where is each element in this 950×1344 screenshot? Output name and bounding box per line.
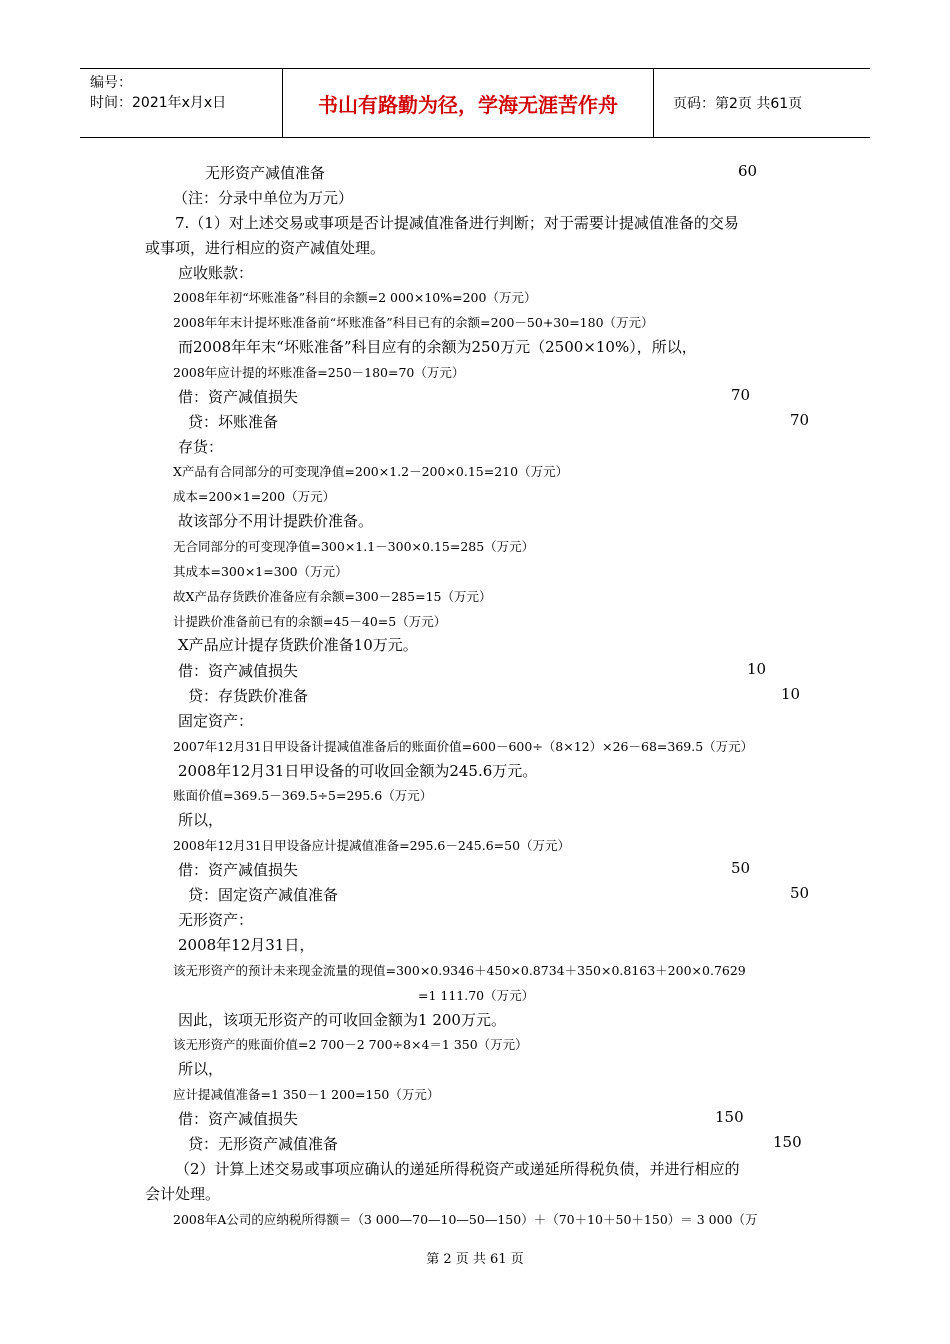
text-line: 其成本=300×1=300（万元） <box>173 564 348 579</box>
header-motto: 书山有路勤为径，学海无涯苦作舟 <box>283 69 654 137</box>
page-footer: 第 2 页 共 61 页 <box>426 1252 524 1267</box>
credit-amount: 150 <box>773 1133 802 1151</box>
amount-value: 60 <box>738 162 758 180</box>
text-line: X产品应计提存货跌价准备10万元。 <box>178 636 418 654</box>
code-label: 编号： <box>90 75 132 91</box>
text-line: 应计提减值准备=1 350－1 200=150（万元） <box>173 1087 440 1102</box>
journal-credit: 贷：无形资产减值准备 <box>188 1135 339 1153</box>
time-label: 时间：2021年x月x日 <box>90 95 227 111</box>
text-line: 2008年12月31日甲设备应计提减值准备=295.6－245.6=50（万元） <box>173 838 571 853</box>
journal-debit: 借：资产减值损失 <box>178 662 299 680</box>
page-info-text: 页码：第2页 共61页 <box>673 96 803 112</box>
text-line: 该无形资产的预计未来现金流量的现值=300×0.9346＋450×0.8734＋350×0.8163＋200×0.7629 <box>173 963 746 978</box>
text-line: 账面价值=369.5－369.5÷5=295.6（万元） <box>173 788 433 803</box>
debit-amount: 70 <box>731 386 751 404</box>
credit-amount: 50 <box>790 884 810 902</box>
text-line: 2008年12月31日甲设备的可收回金额为245.6万元。 <box>178 762 538 780</box>
text-line: 或事项，进行相应的资产减值处理。 <box>145 239 386 257</box>
text-line: 2008年年初“坏账准备”科目的余额=2 000×10%=200（万元） <box>173 290 537 305</box>
journal-credit: 贷：坏账准备 <box>188 413 279 431</box>
journal-debit: 借：资产减值损失 <box>178 1110 299 1128</box>
text-line: 因此，该项无形资产的可收回金额为1 200万元。 <box>178 1011 506 1029</box>
section-heading: 固定资产： <box>178 712 254 730</box>
text-line: 2008年年末计提坏账准备前“坏账准备”科目已有的余额=200－50+30=180（万元） <box>173 315 654 330</box>
journal-credit: 贷：存货跌价准备 <box>188 687 309 705</box>
credit-amount: 10 <box>781 685 801 703</box>
text-line: 7.（1）对上述交易或事项是否计提减值准备进行判断；对于需要计提减值准备的交易 <box>175 214 739 232</box>
text-line: 计提跌价准备前已有的余额=45－40=5（万元） <box>173 614 447 629</box>
text-line: 而2008年年末“坏账准备”科目应有的余额为250万元（2500×10%），所以， <box>178 338 697 356</box>
journal-credit: 贷：固定资产减值准备 <box>188 886 339 904</box>
text-line: 成本=200×1=200（万元） <box>173 489 336 504</box>
text-line: （2）计算上述交易或事项应确认的递延所得税资产或递延所得税负债，并进行相应的 <box>175 1160 740 1178</box>
text-line: 该无形资产的账面价值=2 700－2 700÷8×4＝1 350（万元） <box>173 1037 528 1052</box>
journal-debit: 借：资产减值损失 <box>178 861 299 879</box>
header-page-info <box>663 69 870 137</box>
credit-amount: 70 <box>790 411 810 429</box>
section-heading: 无形资产： <box>178 911 254 929</box>
text-line: 故该部分不用计提跌价准备。 <box>178 512 374 530</box>
text-line: 所以， <box>178 1060 224 1078</box>
section-heading: 存货： <box>178 438 224 456</box>
text-line: 2008年应计提的坏账准备=250－180=70（万元） <box>173 365 465 380</box>
text-line: 2008年12月31日， <box>178 936 315 954</box>
header-meta <box>80 69 283 137</box>
journal-debit: 借：资产减值损失 <box>178 388 299 406</box>
text-line: 所以， <box>178 811 224 829</box>
section-heading: 应收账款： <box>178 264 254 282</box>
text-line: （注：分录中单位为万元） <box>173 189 354 207</box>
text-line: 故X产品存货跌价准备应有余额=300－285=15（万元） <box>173 589 492 604</box>
text-line: 无合同部分的可变现净值=300×1.1－300×0.15=285（万元） <box>173 539 535 554</box>
text-line: 会计处理。 <box>145 1185 221 1203</box>
text-line: 无形资产减值准备 <box>205 164 326 182</box>
text-line: 2007年12月31日甲设备计提减值准备后的账面价值=600－600÷（8×12）×26－68=369.5（万元） <box>173 739 754 754</box>
debit-amount: 150 <box>715 1108 744 1126</box>
text-line: 2008年A公司的应纳税所得额＝（3 000—70—10—50—150）＋（70＋10＋50＋150）＝ 3 000（万 <box>173 1212 758 1227</box>
debit-amount: 10 <box>747 660 767 678</box>
debit-amount: 50 <box>731 859 751 877</box>
text-line: X产品有合同部分的可变现净值=200×1.2－200×0.15=210（万元） <box>173 464 569 479</box>
text-line: =1 111.70（万元） <box>418 988 535 1003</box>
page-header <box>80 68 870 138</box>
